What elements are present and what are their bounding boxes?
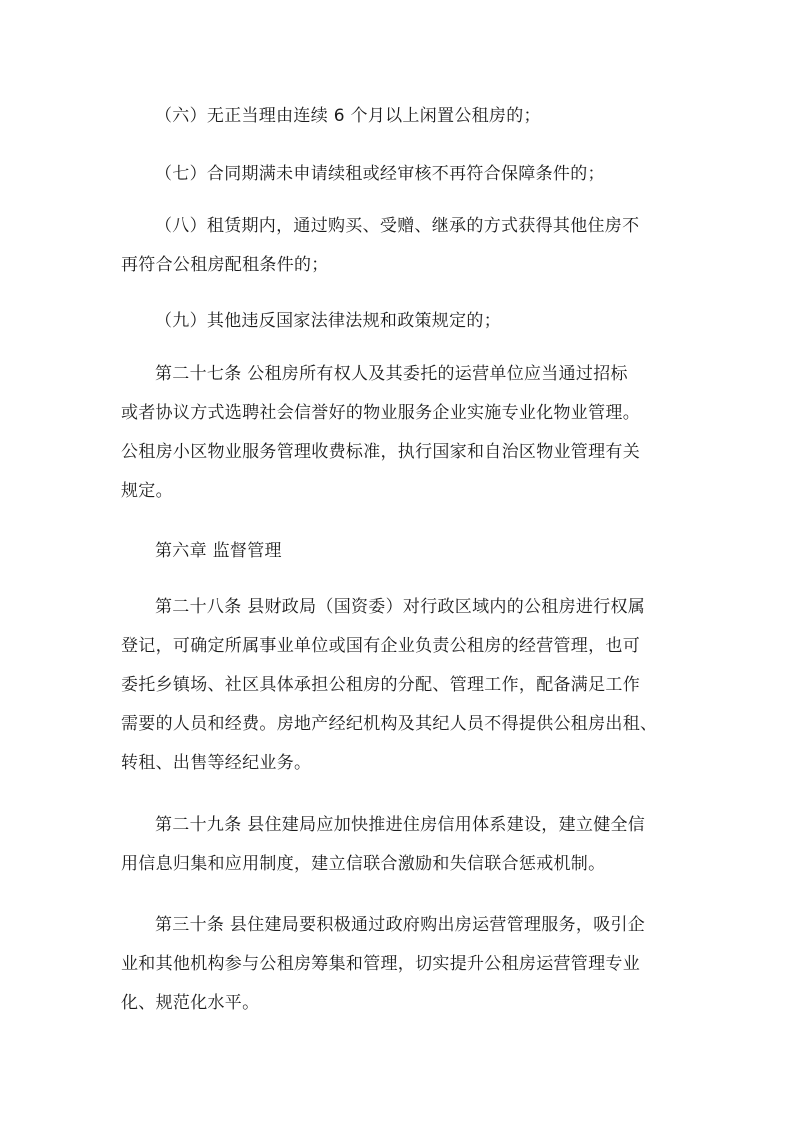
text-line: 再符合公租房配租条件的；: [121, 255, 329, 275]
text-line: 第三十条 县住建局要积极通过政府购出房运营管理服务，吸引企: [155, 915, 646, 935]
article-28: [121, 588, 681, 783]
text-line: 第二十八条 县财政局（国资委）对行政区域内的公租房进行权属: [155, 597, 646, 617]
text-line: 或者协议方式选聘社会信誉好的物业服务企业实施专业化物业管理。: [121, 403, 640, 423]
text-line: 用信息归集和应用制度，建立信联合激励和失信联合惩戒机制。: [121, 854, 606, 874]
text-line: （六）无正当理由连续 6 个月以上闲置公租房的；: [155, 106, 541, 126]
article-27: [121, 355, 681, 511]
article-29: [121, 806, 681, 884]
text-line: （八）租赁期内，通过购买、受赠、继承的方式获得其他住房不: [155, 216, 640, 236]
article-30: [121, 906, 681, 1023]
text-line: 登记，可确定所属事业单位或国有企业负责公租房的经营管理，也可: [121, 636, 640, 656]
paragraph-item-6: [121, 97, 681, 136]
text-line: 第六章 监督管理: [155, 541, 282, 561]
text-line: 转租、出售等经纪业务。: [121, 753, 312, 773]
text-line: 第二十九条 县住建局应加快推进住房信用体系建设，建立健全信: [155, 815, 646, 835]
text-line: （九）其他违反国家法律法规和政策规定的；: [155, 311, 501, 331]
text-line: 委托乡镇场、社区具体承担公租房的分配、管理工作，配备满足工作: [121, 675, 640, 695]
text-line: 规定。: [121, 481, 173, 501]
text-line: （七）合同期满未申请续租或经审核不再符合保障条件的；: [155, 164, 605, 184]
text-line: 需要的人员和经费。房地产经纪机构及其纪人员不得提供公租房出租、: [121, 714, 658, 734]
paragraph-item-7: [121, 155, 681, 194]
chapter-6-heading: [121, 532, 681, 571]
text-line: 公租房小区物业服务管理收费标准，执行国家和自治区物业管理有关: [121, 442, 640, 462]
paragraph-item-9: [121, 302, 681, 341]
text-line: 化、规范化水平。: [121, 993, 260, 1013]
paragraph-item-8: [121, 207, 681, 285]
text-line: 第二十七条 公租房所有权人及其委托的运营单位应当通过招标: [155, 364, 628, 384]
text-line: 业和其他机构参与公租房筹集和管理，切实提升公租房运营管理专业: [121, 954, 640, 974]
